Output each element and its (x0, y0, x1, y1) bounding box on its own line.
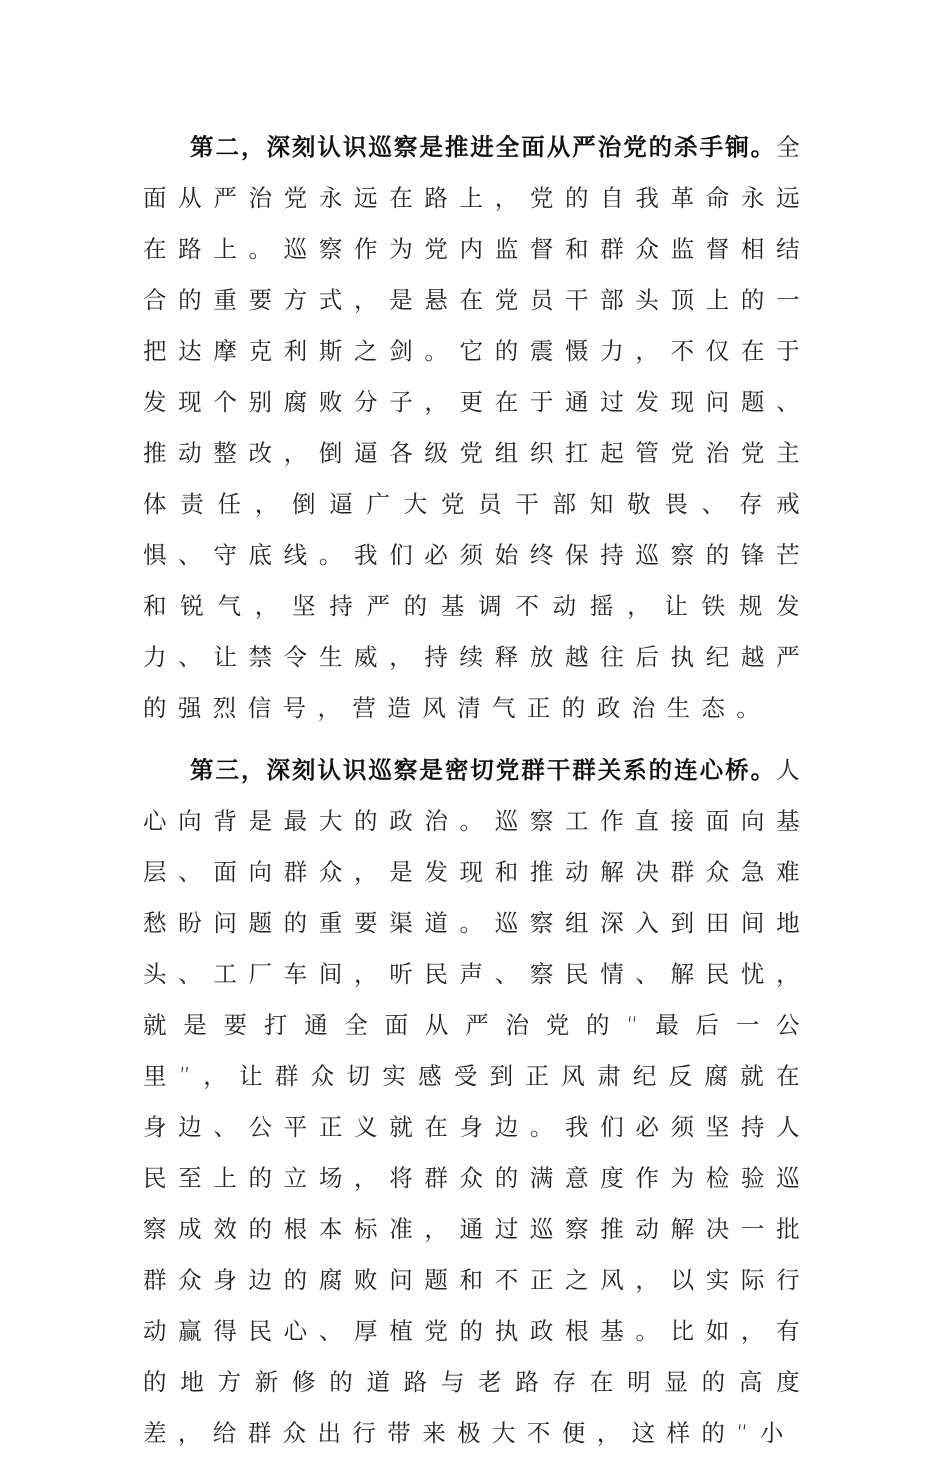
document-page (143, 122, 811, 1459)
paragraph-body: 人心向背是最大的政治。巡察工作直接面向基层、面向群众，是发现和推动解决群众急难愁盼问题的重要渠道。巡察组深入到田间地头、工厂车间，听民声、察民情、解民忧，就是要打通全面从严治党的“最后一公里”，让群众切实感受到正风肃纪反腐就在身边、公平正义就在身边。我们必须坚持人民至上的立场，将群众的满意度作为检验巡察成效的根本标准，通过巡察推动解决一批群众身边的腐败问题和不正之风，以实际行动赢得民心、厚植党的执政根基。比如，有的地方新修的道路与老路存在明显的高度差，给群众出行带来极大不便，这样的“小 (143, 756, 811, 1447)
paragraph-heading: 第三，深刻认识巡察是密切党群干群关系的连心桥。 (190, 756, 777, 784)
paragraph-heading: 第二，深刻认识巡察是推进全面从严治党的杀手锏。 (190, 133, 777, 161)
paragraph-second-point (143, 122, 811, 734)
paragraph-third-point (143, 745, 811, 1459)
paragraph-body: 全面从严治党永远在路上，党的自我革命永远在路上。巡察作为党内监督和群众监督相结合的重要方式，是悬在党员干部头顶上的一把达摩克利斯之剑。它的震慑力，不仅在于发现个别腐败分子，更在于通过发现问题、推动整改，倒逼各级党组织扛起管党治党主体责任，倒逼广大党员干部知敬畏、存戒惧、守底线。我们必须始终保持巡察的锋芒和锐气，坚持严的基调不动摇，让铁规发力、让禁令生威，持续释放越往后执纪越严的强烈信号，营造风清气正的政治生态。 (143, 133, 811, 722)
